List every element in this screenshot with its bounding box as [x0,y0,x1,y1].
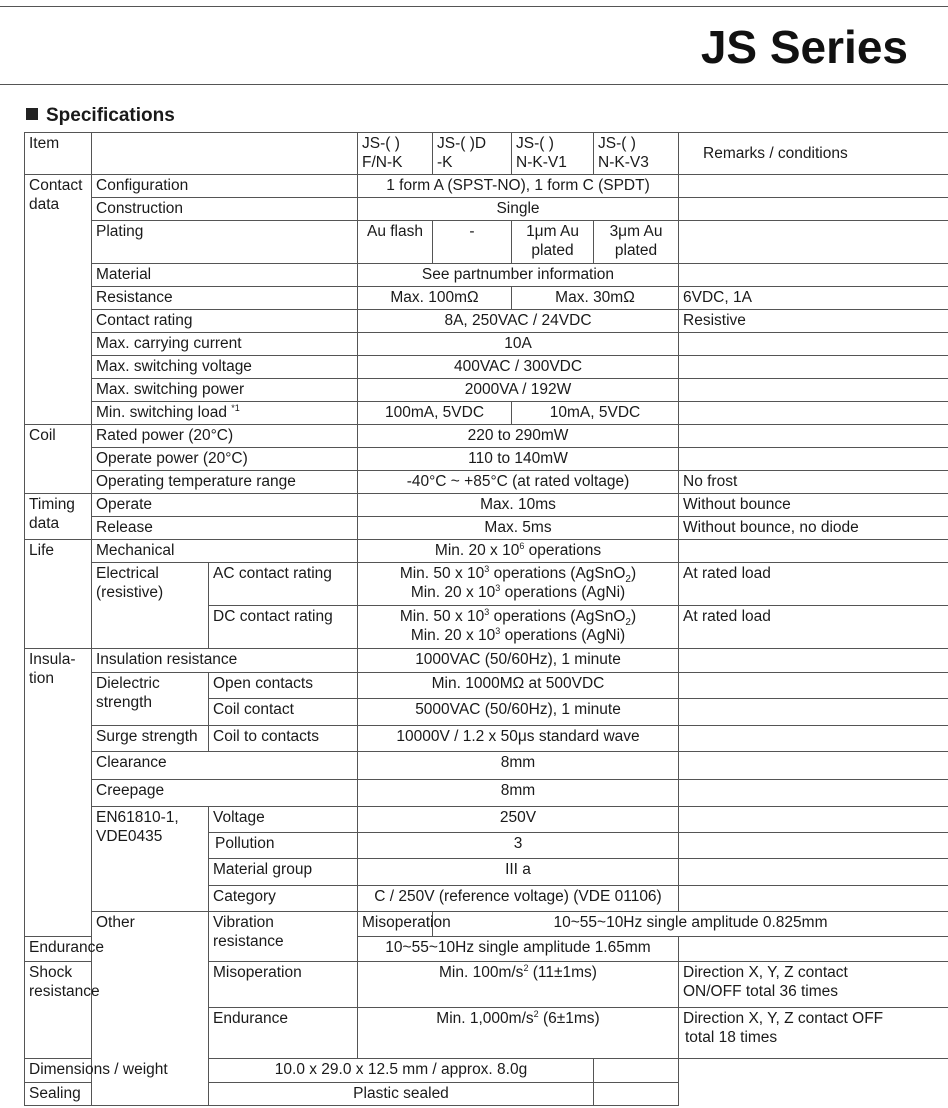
row-label: Max. switching power [92,379,358,402]
remarks-header: Remarks / conditions [679,133,948,175]
row-label: Voltage [209,807,358,833]
remark-cell: Direction X, Y, Z contact OFF total 18 times [679,1008,948,1059]
table-header-row [25,133,948,175]
row-value: 10~55~10Hz single amplitude 0.825mm [433,912,948,937]
page-title: JS Series [700,21,908,73]
row-label: Configuration [92,175,358,198]
remark-cell: Direction X, Y, Z contact ON/OFF total 36 times [679,962,948,1008]
blank-header [92,133,358,175]
row-value: Max. 30mΩ [512,287,679,310]
contact-group-label: Contact data [25,175,92,425]
remark-cell [679,673,948,699]
remark-cell [679,448,948,471]
insulation-group-label: Insula- tion [25,649,92,937]
row-label: Material group [209,859,358,886]
table-row [25,807,948,833]
table-row [25,752,948,780]
row-label: Creepage [92,780,358,807]
row-label: Operating temperature range [92,471,358,494]
remark-cell: At rated load [679,606,948,649]
remark-cell [679,540,948,563]
row-label: Coil to contacts [209,726,358,752]
remark-cell: Without bounce [679,494,948,517]
row-value: 250V [358,807,679,833]
row-value: 110 to 140mW [358,448,679,471]
row-label: Endurance [209,1008,358,1059]
col-header-2: JS-( )D -K [433,133,512,175]
electrical-label: Electrical (resistive) [92,563,209,649]
table-row [25,780,948,807]
table-row [25,494,948,517]
plating-c4: 3μm Au plated [594,221,679,264]
table-row [25,448,948,471]
table-row [25,264,948,287]
header-rule [0,84,948,85]
col-header-4: JS-( ) N-K-V3 [594,133,679,175]
remark-cell [679,175,948,198]
row-label: Min. switching load $^{*1}$ [92,402,358,425]
remark-cell [679,937,948,962]
row-label: Mechanical [92,540,358,563]
row-label: DC contact rating [209,606,358,649]
row-label: Sealing [25,1083,209,1106]
row-value: 10mA, 5VDC [512,402,679,425]
row-label: Clearance [92,752,358,780]
plating-c2: - [433,221,512,264]
remark-cell [679,699,948,726]
table-row [25,175,948,198]
row-value: 1 form A (SPST-NO), 1 form C (SPDT) [358,175,679,198]
table-row [25,1059,948,1083]
row-value: 10~55~10Hz single amplitude 1.65mm [358,937,679,962]
row-value: 10A [358,333,679,356]
remark-cell [679,221,948,264]
footnote-mark: *1 [231,402,240,413]
row-value: 8mm [358,752,679,780]
row-label: Open contacts [209,673,358,699]
table-row [25,198,948,221]
row-value: Min. 50 x $10^3$ operations (AgSnO$_2$) Min. 20 x $10^3$ operations (AgNi) [358,606,679,649]
row-value: 10000V / 1.2 x 50μs standard wave [358,726,679,752]
row-label: Release [92,517,358,540]
row-value: 10.0 x 29.0 x 12.5 mm / approx. 8.0g [209,1059,594,1083]
remark-cell [679,379,948,402]
row-value: Plastic sealed [209,1083,594,1106]
remark-cell [679,198,948,221]
table-row [25,673,948,699]
top-rule [0,6,948,7]
remark-cell [594,1059,679,1083]
row-value: Single [358,198,679,221]
row-label: Surge strength [92,726,209,752]
table-row [25,1083,948,1106]
remark-cell [594,1083,679,1106]
col-header-1: JS-( ) F/N-K [358,133,433,175]
row-value: -40°C ~ +85°C (at rated voltage) [358,471,679,494]
remark-cell [679,425,948,448]
row-value: Max. 5ms [358,517,679,540]
row-value: Min. 50 x $10^3$ operations (AgSnO$_2$) Min. 20 x $10^3$ operations (AgNi) [358,563,679,606]
table-row [25,425,948,448]
remark-cell [679,780,948,807]
vibration-label: Vibration resistance [209,912,358,962]
row-value: 1000VAC (50/60Hz), 1 minute [358,649,679,673]
shock-label: Shock resistance [25,962,92,1059]
row-value: 100mA, 5VDC [358,402,512,425]
row-label: Operate [92,494,358,517]
remark-cell [679,886,948,912]
row-label: Category [209,886,358,912]
row-value: Min. 20 x $10^6$ operations [358,540,679,563]
remark-cell [679,752,948,780]
en-label: EN61810-1, VDE0435 [92,807,209,912]
row-label: Resistance [92,287,358,310]
row-value: See partnumber information [358,264,679,287]
other-group-label: Other [92,912,209,1106]
row-value: C / 250V (reference voltage) (VDE 01106) [358,886,679,912]
row-value: 3 [358,833,679,859]
row-label: Max. carrying current [92,333,358,356]
row-value: 5000VAC (50/60Hz), 1 minute [358,699,679,726]
row-value: Min. $100m/s^2$ (11±1ms) [358,962,679,1008]
row-label: Coil contact [209,699,358,726]
remark-cell: At rated load [679,563,948,606]
table-row [25,726,948,752]
row-value: Max. 10ms [358,494,679,517]
row-value: 220 to 290mW [358,425,679,448]
square-bullet-icon [26,108,38,120]
table-row [25,540,948,563]
row-label: Material [92,264,358,287]
row-label: Misoperation [358,912,433,937]
table-row [25,379,948,402]
section-title: Specifications [46,105,175,126]
row-value: III a [358,859,679,886]
table-row [25,356,948,379]
row-label: AC contact rating [209,563,358,606]
remark-cell: 6VDC, 1A [679,287,948,310]
row-label: Contact rating [92,310,358,333]
row-value: Max. 100mΩ [358,287,512,310]
row-label: Rated power (20°C) [92,425,358,448]
row-label: Plating [92,221,358,264]
specifications-table [24,132,948,1106]
row-value: 8A, 250VAC / 24VDC [358,310,679,333]
table-row [25,912,948,937]
remark-cell [679,402,948,425]
remark-cell [679,859,948,886]
remark-cell [679,726,948,752]
row-label: Dimensions / weight [25,1059,209,1083]
col-header-3: JS-( ) N-K-V1 [512,133,594,175]
coil-group-label: Coil [25,425,92,494]
remark-cell [679,333,948,356]
table-row [25,287,948,310]
item-header: Item [25,133,92,175]
plating-c1: Au flash [358,221,433,264]
row-label: Max. switching voltage [92,356,358,379]
table-row [25,221,948,264]
table-row [25,471,948,494]
row-value: Min. 1000MΩ at 500VDC [358,673,679,699]
row-value: 2000VA / 192W [358,379,679,402]
row-value: Min. $1,000m/s^2$ (6±1ms) [358,1008,679,1059]
remark-cell [679,649,948,673]
table-row [25,310,948,333]
remark-cell [679,264,948,287]
row-label: Construction [92,198,358,221]
remark-cell: Without bounce, no diode [679,517,948,540]
remark-cell [679,807,948,833]
remark-cell [679,356,948,379]
dielectric-label: Dielectric strength [92,673,209,726]
row-label: Endurance [25,937,92,962]
timing-group-label: Timing data [25,494,92,540]
section-heading [26,105,175,127]
row-label: Misoperation [209,962,358,1008]
remark-cell: No frost [679,471,948,494]
row-label: Operate power (20°C) [92,448,358,471]
table-row [25,517,948,540]
plating-c3: 1μm Au plated [512,221,594,264]
life-group-label: Life [25,540,92,649]
table-row [25,402,948,425]
table-row [25,333,948,356]
table-row [25,649,948,673]
row-label: Pollution [209,833,358,859]
remark-cell [679,833,948,859]
remark-cell: Resistive [679,310,948,333]
row-value: 400VAC / 300VDC [358,356,679,379]
row-label: Insulation resistance [92,649,358,673]
row-value: 8mm [358,780,679,807]
table-row [25,563,948,606]
